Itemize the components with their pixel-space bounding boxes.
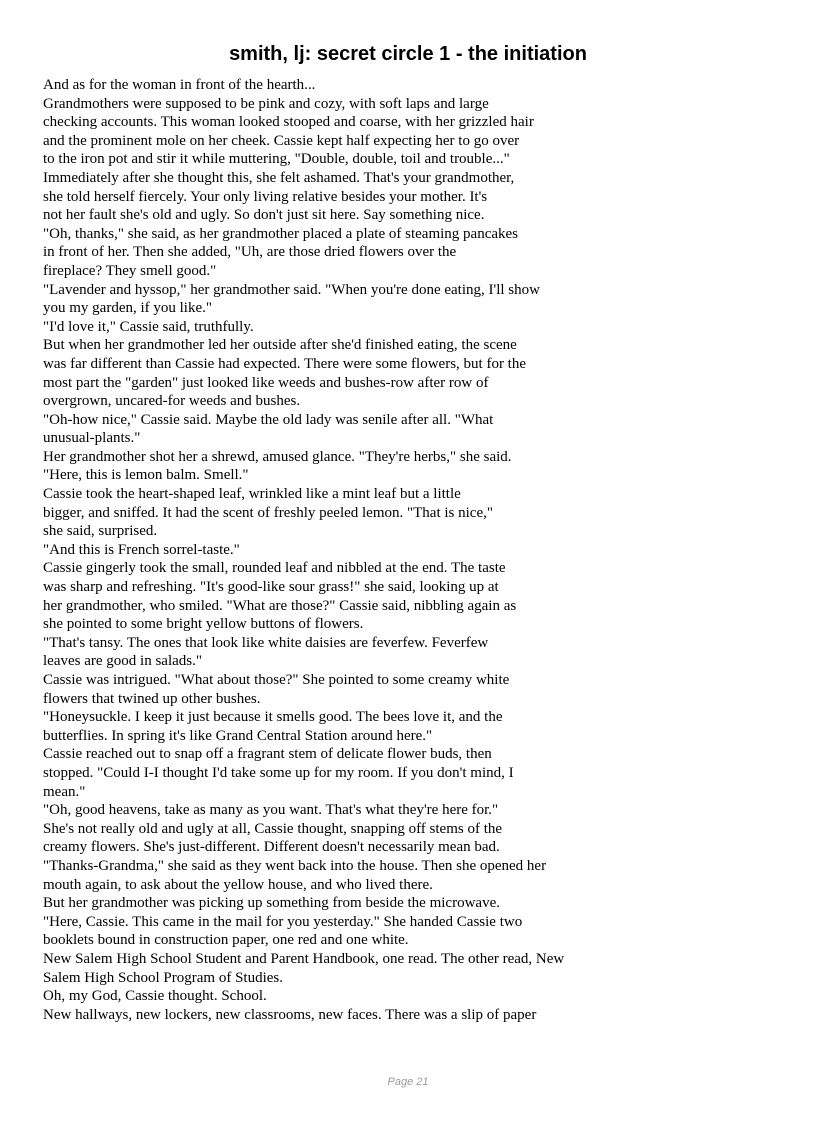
text-line: "And this is French sorrel-taste."	[43, 541, 240, 558]
text-line: "I'd love it," Cassie said, truthfully.	[43, 318, 254, 335]
text-line: butterflies. In spring it's like Grand Central Station around here."	[43, 727, 433, 744]
text-line: overgrown, uncared-for weeds and bushes.	[43, 393, 301, 410]
text-line: And as for the woman in front of the hearth...	[43, 77, 316, 93]
text-line: "Oh-how nice," Cassie said. Maybe the old lady was senile after all. "What	[43, 411, 494, 428]
text-line: booklets bound in construction paper, one red and one white.	[43, 932, 409, 949]
text-line: Cassie reached out to snap off a fragrant stem of delicate flower buds, then	[43, 746, 492, 763]
text-line: "Lavender and hyssop," her grandmother said. "When you're done eating, I'll show	[43, 281, 540, 298]
text-line: Oh, my God, Cassie thought. School.	[43, 988, 267, 1005]
text-line: "Oh, thanks," she said, as her grandmother placed a plate of steaming pancakes	[43, 225, 519, 242]
text-line: bigger, and sniffed. It had the scent of freshly peeled lemon. "That is nice,"	[43, 504, 493, 521]
text-line: But when her grandmother led her outside after she'd finished eating, the scene	[43, 337, 517, 354]
text-line: you my garden, if you like."	[43, 300, 213, 317]
text-line: New hallways, new lockers, new classrooms, new faces. There was a slip of paper	[43, 1006, 537, 1023]
text-line: mean."	[43, 783, 86, 800]
text-line: she pointed to some bright yellow buttons of flowers.	[43, 616, 364, 633]
text-line: "Here, Cassie. This came in the mail for you yesterday." She handed Cassie two	[43, 913, 523, 930]
text-line: checking accounts. This woman looked stooped and coarse, with her grizzled hair	[43, 114, 534, 131]
text-line: Cassie took the heart-shaped leaf, wrinkled like a mint leaf but a little	[43, 486, 461, 503]
text-line: Cassie gingerly took the small, rounded leaf and nibbled at the end. The taste	[43, 560, 506, 577]
text-line: was sharp and refreshing. "It's good-like sour grass!" she said, looking up at	[43, 579, 499, 596]
text-line: But her grandmother was picking up something from beside the microwave.	[43, 895, 500, 912]
text-line: mouth again, to ask about the yellow house, and who lived there.	[43, 876, 433, 893]
text-line: was far different than Cassie had expected. There were some flowers, but for the	[43, 355, 527, 372]
text-line: She's not really old and ugly at all, Cassie thought, snapping off stems of the	[43, 820, 503, 837]
text-line: most part the "garden" just looked like weeds and bushes-row after row of	[43, 374, 489, 391]
text-line: Grandmothers were supposed to be pink and cozy, with soft laps and large	[43, 95, 489, 112]
text-line: "Thanks-Grandma," she said as they went back into the house. Then she opened her	[43, 857, 547, 874]
text-line: stopped. "Could I-I thought I'd take some up for my room. If you don't mind, I	[43, 764, 514, 781]
page-number: Page 21	[387, 1076, 429, 1088]
text-line: to the iron pot and stir it while muttering, "Double, double, toil and trouble..."	[43, 151, 510, 168]
page-title: smith, lj: secret circle 1 - the initiation	[229, 43, 587, 65]
text-line: "Honeysuckle. I keep it just because it smells good. The bees love it, and the	[43, 709, 503, 726]
text-line: Immediately after she thought this, she felt ashamed. That's your grandmother,	[43, 169, 515, 186]
text-line: unusual-plants."	[43, 430, 141, 447]
text-line: Her grandmother shot her a shrewd, amused glance. "They're herbs," she said.	[43, 448, 512, 465]
text-line: leaves are good in salads."	[43, 653, 202, 670]
text-line: she told herself fiercely. Your only living relative besides your mother. It's	[43, 188, 488, 205]
body-text	[43, 76, 783, 1024]
text-line: not her fault she's old and ugly. So don't just sit here. Say something nice.	[43, 207, 485, 224]
text-line: her grandmother, who smiled. "What are those?" Cassie said, nibbling again as	[43, 597, 517, 614]
text-line: "That's tansy. The ones that look like white daisies are feverfew. Feverfew	[43, 634, 489, 651]
text-line: she said, surprised.	[43, 523, 158, 540]
text-line: in front of her. Then she added, "Uh, are those dried flowers over the	[43, 244, 457, 261]
text-line: Salem High School Program of Studies.	[43, 969, 283, 986]
text-line: "Here, this is lemon balm. Smell."	[43, 467, 249, 484]
text-line: creamy flowers. She's just-different. Different doesn't necessarily mean bad.	[43, 839, 500, 856]
text-line: "Oh, good heavens, take as many as you want. That's what they're here for."	[43, 802, 499, 819]
text-line: and the prominent mole on her cheek. Cassie kept half expecting her to go over	[43, 132, 520, 149]
text-line: Cassie was intrigued. "What about those?" She pointed to some creamy white	[43, 672, 510, 688]
text-line: flowers that twined up other bushes.	[43, 690, 261, 707]
text-line: New Salem High School Student and Parent Handbook, one read. The other read, New	[43, 950, 565, 967]
text-line: fireplace? They smell good."	[43, 262, 217, 279]
